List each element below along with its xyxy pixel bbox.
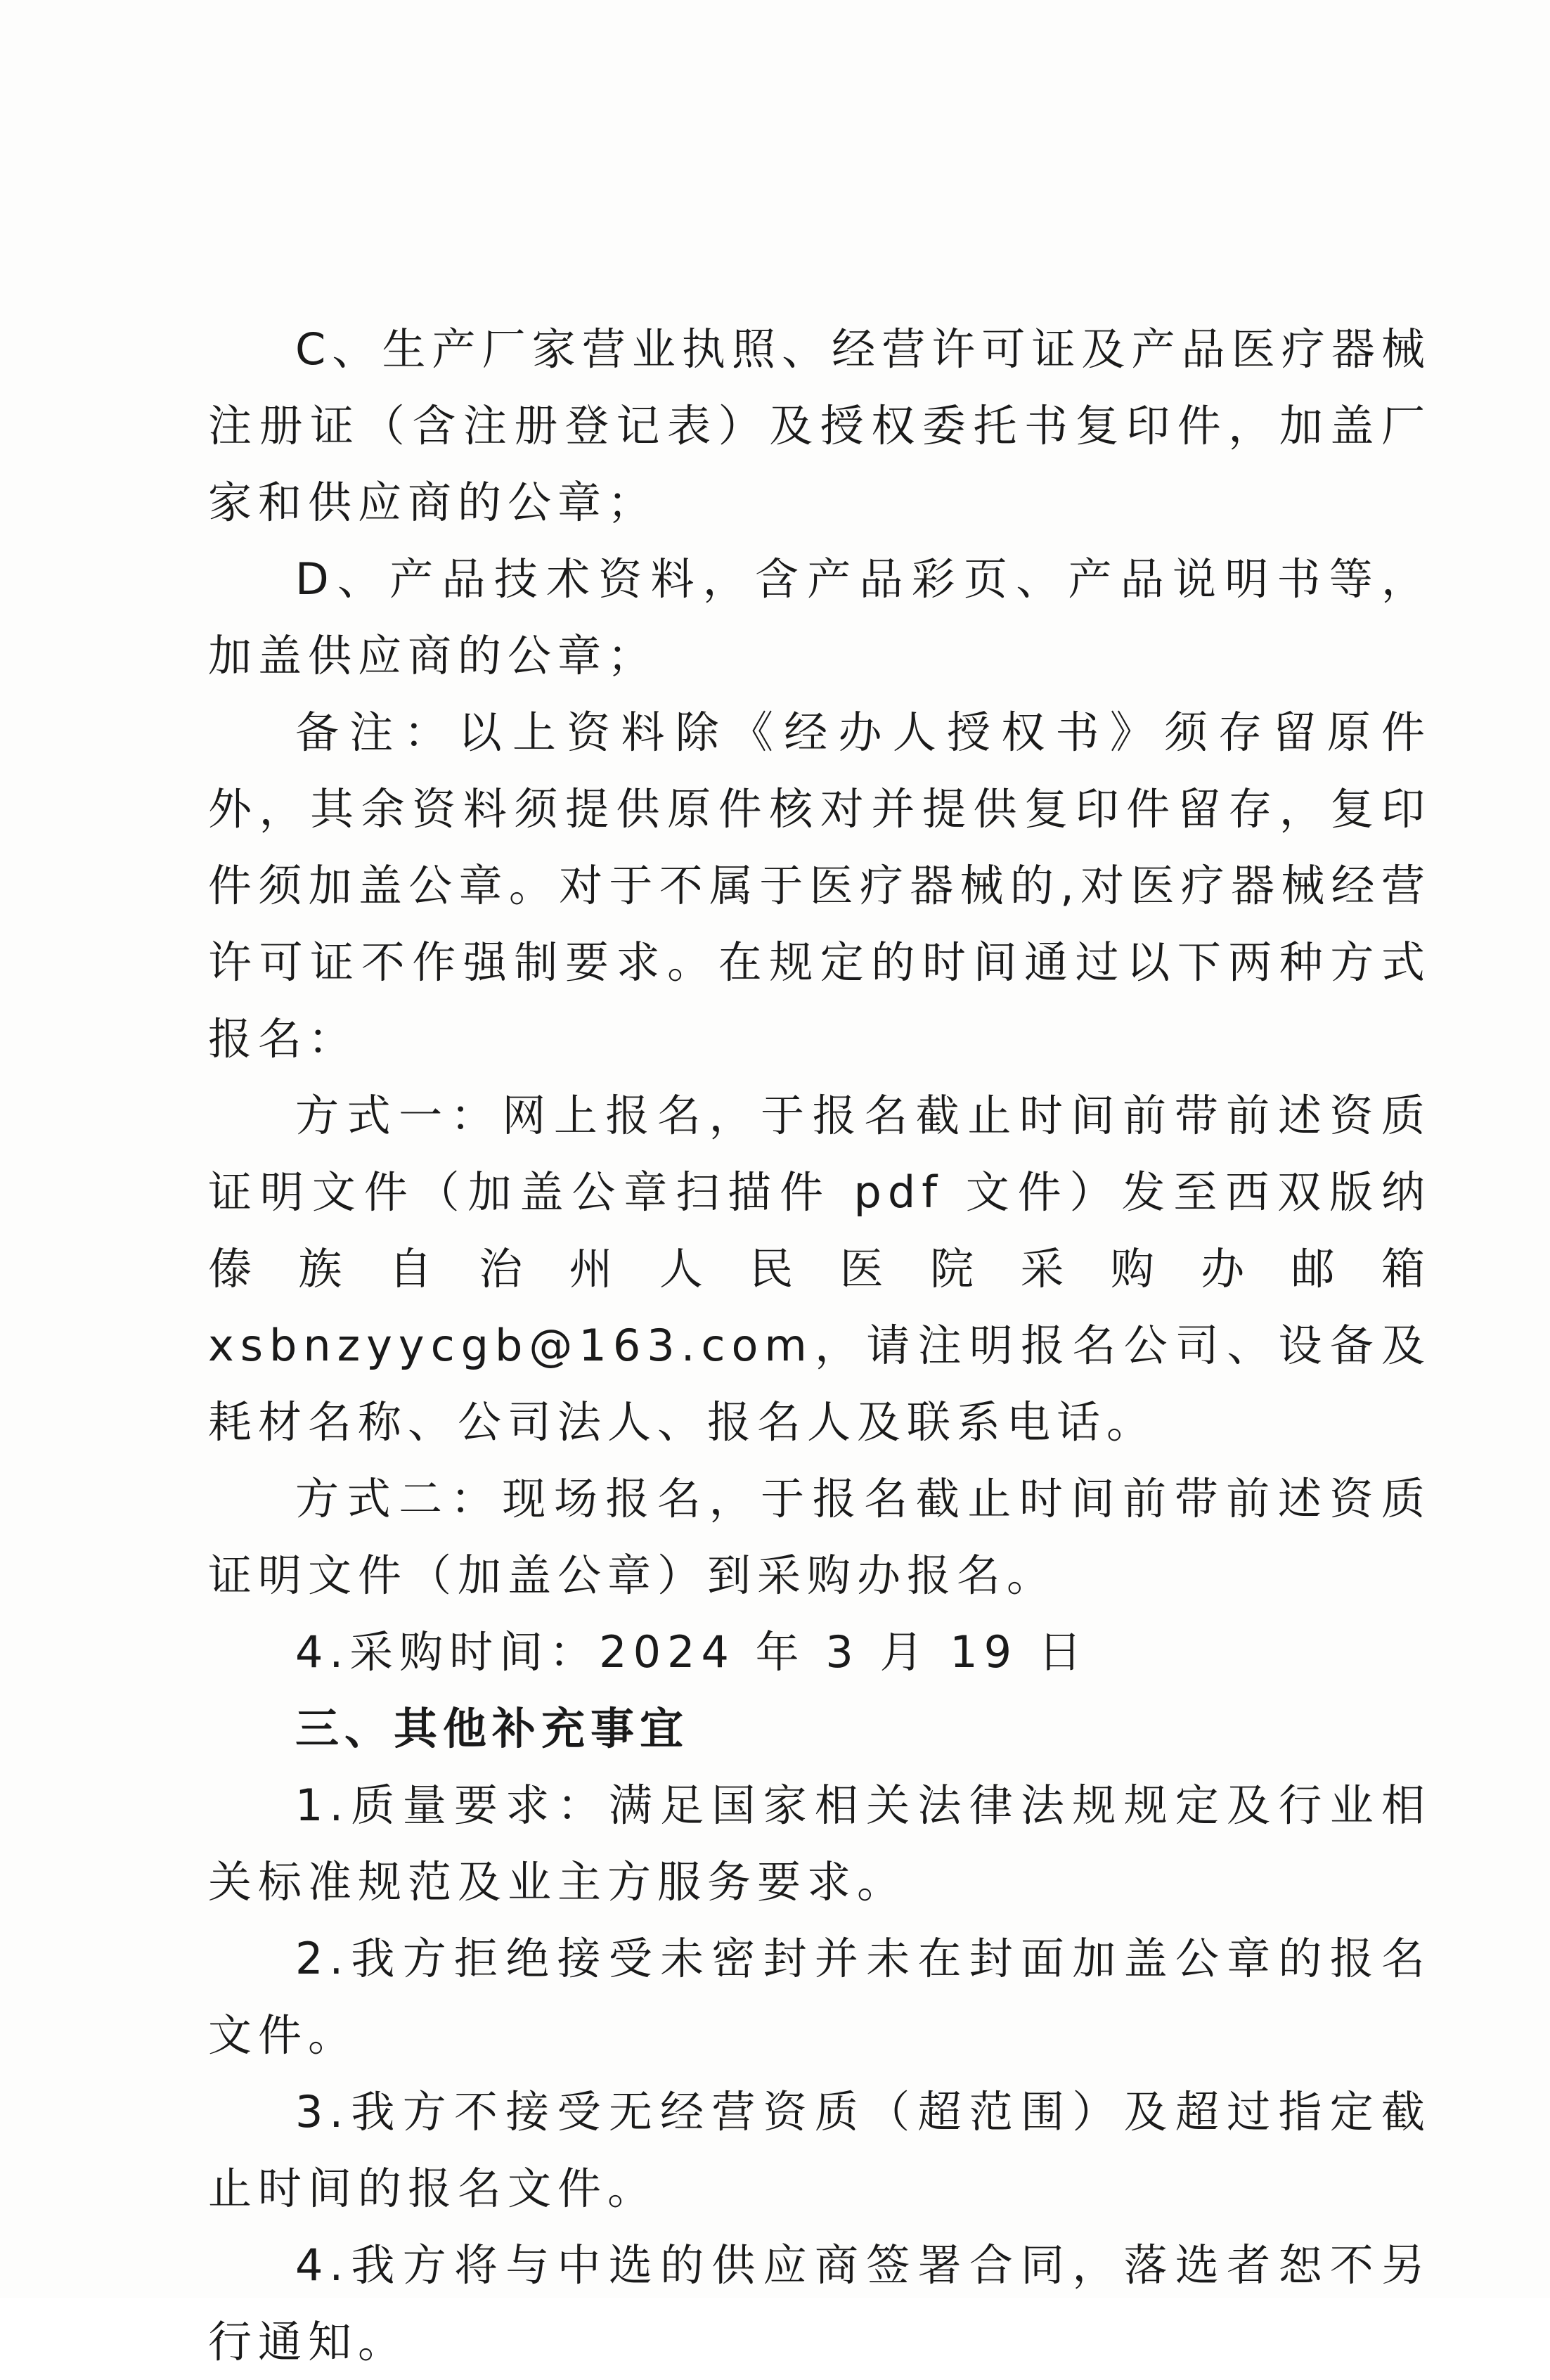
paragraph-purchase-time: 4.采购时间：2024 年 3 月 19 日 xyxy=(295,1626,1088,1678)
list-item-contract: 4.我方将与中选的供应商签署合同，落选者恕不另行通知。 xyxy=(208,2239,1431,2367)
paragraph-item-d: D、产品技术资料，含产品彩页、产品说明书等，加盖供应商的公章； xyxy=(208,553,1431,681)
paragraph-method-one: 方式一：网上报名，于报名截止时间前带前述资质证明文件（加盖公章扫描件 pdf 文件）发至西双版纳傣族自治州人民医院采购办邮箱 xsbnzyycgb@163.com，请注明报名公司、设备及耗材名称、公司法人、报名人及联系电话。 xyxy=(208,1090,1431,1448)
list-item-quality: 1.质量要求：满足国家相关法律法规规定及行业相关标准规范及业主方服务要求。 xyxy=(208,1780,1431,1908)
paragraph-item-c: C、生产厂家营业执照、经营许可证及产品医疗器械注册证（含注册登记表）及授权委托书复印件，加盖厂家和供应商的公章； xyxy=(208,323,1431,528)
paragraph-remarks: 备注：以上资料除《经办人授权书》须存留原件外，其余资料须提供原件核对并提供复印件留存，复印件须加盖公章。对于不属于医疗器械的,对医疗器械经营许可证不作强制要求。在规定的时间通过以下两种方式报名： xyxy=(208,707,1431,1064)
section-heading: 三、其他补充事宜 xyxy=(295,1703,690,1754)
document-body xyxy=(208,311,1431,2380)
list-item-qualification: 3.我方不接受无经营资质（超范围）及超过指定截止时间的报名文件。 xyxy=(208,2086,1431,2214)
list-item-sealed: 2.我方拒绝接受未密封并未在封面加盖公章的报名文件。 xyxy=(208,1933,1431,2061)
paragraph-method-two: 方式二：现场报名，于报名截止时间前带前述资质证明文件（加盖公章）到采购办报名。 xyxy=(208,1473,1431,1601)
